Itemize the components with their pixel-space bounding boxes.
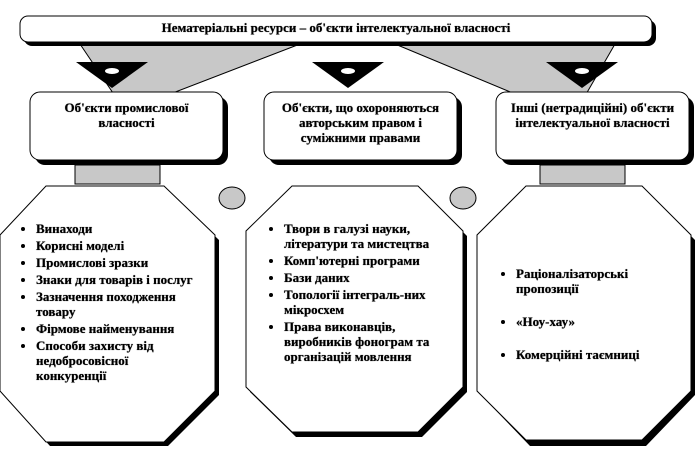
list-item: • «Ноу-хау»	[516, 314, 680, 329]
list-item: • Зазначення походження товару	[36, 289, 200, 319]
list-item: • Топології інтеграль-них мікросхем	[284, 287, 444, 317]
connector-left-lower	[75, 165, 160, 184]
list-copyright	[258, 221, 444, 366]
list-nontraditional	[490, 266, 680, 364]
diagram-title: Нематеріальні ресурси – об'єкти інтелектуальної власності	[161, 20, 511, 35]
arrow-marker-middle	[312, 62, 384, 88]
connector-oval-right	[450, 187, 476, 209]
category-label-industrial: Об'єкти промислової власності	[64, 100, 189, 130]
list-item: • Раціоналізаторські пропозиції	[516, 266, 680, 296]
category-label-copyright: Об'єкти, що охороняються авторським правом і суміжними правами	[281, 100, 440, 145]
list-item: • Твори в галузі науки, літератури та мистецтва	[284, 221, 444, 251]
list-item: • Корисні моделі	[36, 238, 200, 253]
list-item: • Способи захисту від недобросовісної конкуренції	[36, 338, 200, 383]
list-item: • Комерційні таємниці	[516, 347, 680, 362]
list-item: • Знаки для товарів і послуг	[36, 272, 200, 287]
list-item: • Промислові зразки	[36, 255, 200, 270]
category-label-nontraditional: Інші (нетрадиційні) об'єкти інтелектуальної власності	[510, 100, 675, 130]
list-item: • Бази даних	[284, 270, 444, 285]
list-item: • Комп'ютерні програми	[284, 253, 444, 268]
list-item: • Права виконавців, виробників фонограм та організацій мовлення	[284, 319, 444, 364]
connector-right-lower	[540, 165, 625, 184]
connector-oval-left	[219, 187, 245, 209]
list-item: • Фірмове найменування	[36, 321, 200, 336]
list-industrial	[10, 221, 200, 385]
list-item: • Винаходи	[36, 221, 200, 236]
